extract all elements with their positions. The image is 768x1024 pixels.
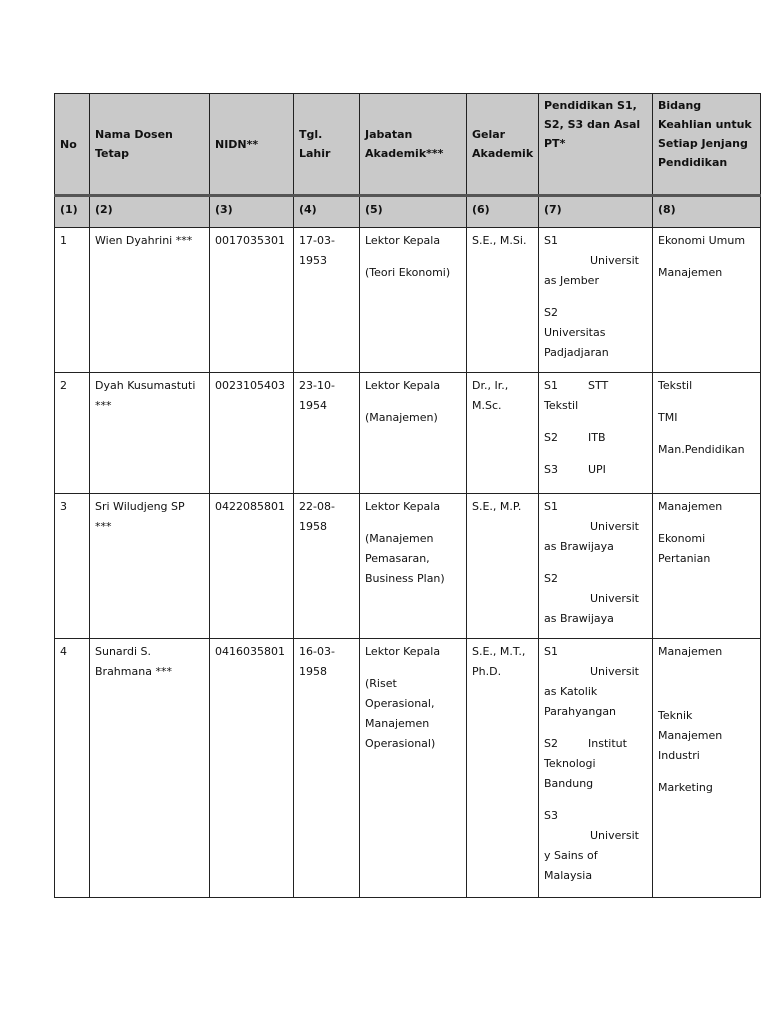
cell-no: 3 — [55, 494, 90, 639]
cell-gelar: S.E., M.Si. — [467, 228, 539, 373]
bidang-item: Manajemen — [658, 500, 723, 513]
edu-s2-label: S2 — [544, 572, 558, 585]
jabatan-detail: (Riset Operasional, Manajemen Operasional) — [365, 677, 436, 750]
dosen-table — [54, 93, 761, 898]
cell-jabatan — [360, 373, 467, 494]
bidang-item: Manajemen — [658, 266, 723, 279]
edu-s3-text: Universit — [590, 829, 639, 842]
edu-s1-text: as Brawijaya — [544, 540, 614, 553]
column-number-row — [55, 196, 761, 228]
col-header-pendidikan: Pendidikan S1, S2, S3 dan Asal PT* — [539, 94, 653, 196]
jabatan-detail: (Manajemen) — [365, 411, 438, 424]
edu-s2-text: Universitas — [544, 326, 606, 339]
table-row — [55, 494, 761, 639]
edu-s2-text: Padjadjaran — [544, 346, 609, 359]
jabatan-title: Lektor Kepala — [365, 234, 441, 247]
bidang-item: Ekonomi Umum — [658, 234, 746, 247]
cell-no: 1 — [55, 228, 90, 373]
edu-s3-text: UPI — [588, 463, 606, 476]
edu-s3-label: S3 — [544, 809, 558, 822]
edu-s2-label: S2 — [544, 737, 558, 750]
col-number: (2) — [90, 196, 210, 228]
edu-s1-label: S1 — [544, 645, 558, 658]
cell-gelar: S.E., M.P. — [467, 494, 539, 639]
edu-s2-label: S2 — [544, 431, 558, 444]
cell-tgl: 23-10-1954 — [294, 373, 360, 494]
cell-no: 4 — [55, 639, 90, 898]
cell-tgl: 17-03-1953 — [294, 228, 360, 373]
bidang-item: Ekonomi Pertanian — [658, 532, 711, 565]
cell-nidn: 0416035801 — [210, 639, 294, 898]
cell-tgl: 16-03-1958 — [294, 639, 360, 898]
bidang-item: Tekstil — [658, 379, 693, 392]
bidang-item: Man.Pendidikan — [658, 443, 745, 456]
edu-s1-text: Universit — [590, 665, 639, 678]
col-number: (1) — [55, 196, 90, 228]
col-number: (8) — [653, 196, 761, 228]
bidang-item: Marketing — [658, 781, 713, 794]
col-header-bidang: Bidang Keahlian untuk Setiap Jenjang Pendidikan — [653, 94, 761, 196]
edu-s1-text: Universit — [590, 520, 639, 533]
bidang-item: TMI — [658, 411, 678, 424]
col-header-jabatan: Jabatan Akademik*** — [360, 94, 467, 196]
cell-nidn: 0422085801 — [210, 494, 294, 639]
table-row — [55, 373, 761, 494]
cell-gelar: S.E., M.T., Ph.D. — [467, 639, 539, 898]
cell-nama: Dyah Kusumastuti *** — [90, 373, 210, 494]
jabatan-detail: (Teori Ekonomi) — [365, 266, 451, 279]
cell-bidang — [653, 639, 761, 898]
cell-gelar: Dr., Ir., M.Sc. — [467, 373, 539, 494]
table-row — [55, 639, 761, 898]
cell-bidang — [653, 373, 761, 494]
cell-pendidikan — [539, 373, 653, 494]
cell-pendidikan — [539, 494, 653, 639]
cell-tgl: 22-08-1958 — [294, 494, 360, 639]
edu-s1-text: as Jember — [544, 274, 599, 287]
edu-s1-text: as Katolik Parahyangan — [544, 685, 617, 718]
col-header-no: No — [55, 94, 90, 196]
col-number: (6) — [467, 196, 539, 228]
edu-s1-label: S1 — [544, 234, 558, 247]
cell-nama: Sri Wiludjeng SP *** — [90, 494, 210, 639]
cell-pendidikan — [539, 639, 653, 898]
edu-s3-label: S3 — [544, 463, 558, 476]
edu-s1-text: Tekstil — [544, 399, 579, 412]
col-header-tgl: Tgl. Lahir — [294, 94, 360, 196]
edu-s2-text: Teknologi Bandung — [544, 757, 596, 790]
cell-nama: Sunardi S. Brahmana *** — [90, 639, 210, 898]
edu-s1-text: STT — [588, 379, 609, 392]
jabatan-title: Lektor Kepala — [365, 645, 441, 658]
bidang-item: Teknik Manajemen Industri — [658, 709, 723, 762]
jabatan-title: Lektor Kepala — [365, 379, 441, 392]
jabatan-title: Lektor Kepala — [365, 500, 441, 513]
cell-pendidikan — [539, 228, 653, 373]
cell-jabatan — [360, 228, 467, 373]
col-number: (3) — [210, 196, 294, 228]
edu-s2-text: Universit — [590, 592, 639, 605]
cell-no: 2 — [55, 373, 90, 494]
bidang-item: Manajemen — [658, 645, 723, 658]
edu-s2-label: S2 — [544, 306, 558, 319]
edu-s1-label: S1 — [544, 500, 558, 513]
cell-nidn: 0017035301 — [210, 228, 294, 373]
edu-s3-text: y Sains of Malaysia — [544, 849, 598, 882]
col-number: (7) — [539, 196, 653, 228]
edu-s1-text: Universit — [590, 254, 639, 267]
cell-bidang — [653, 494, 761, 639]
table-row — [55, 228, 761, 373]
col-header-nidn: NIDN** — [210, 94, 294, 196]
cell-bidang — [653, 228, 761, 373]
col-header-nama: Nama Dosen Tetap — [90, 94, 210, 196]
edu-s2-text: as Brawijaya — [544, 612, 614, 625]
col-header-gelar: Gelar Akademik — [467, 94, 539, 196]
cell-jabatan — [360, 639, 467, 898]
cell-nama: Wien Dyahrini *** — [90, 228, 210, 373]
cell-nidn: 0023105403 — [210, 373, 294, 494]
cell-jabatan — [360, 494, 467, 639]
edu-s2-text: ITB — [588, 431, 606, 444]
edu-s2-text: Institut — [588, 737, 627, 750]
header-row — [55, 94, 761, 196]
edu-s1-label: S1 — [544, 379, 558, 392]
col-number: (5) — [360, 196, 467, 228]
col-number: (4) — [294, 196, 360, 228]
jabatan-detail: (Manajemen Pemasaran, Business Plan) — [365, 532, 445, 585]
